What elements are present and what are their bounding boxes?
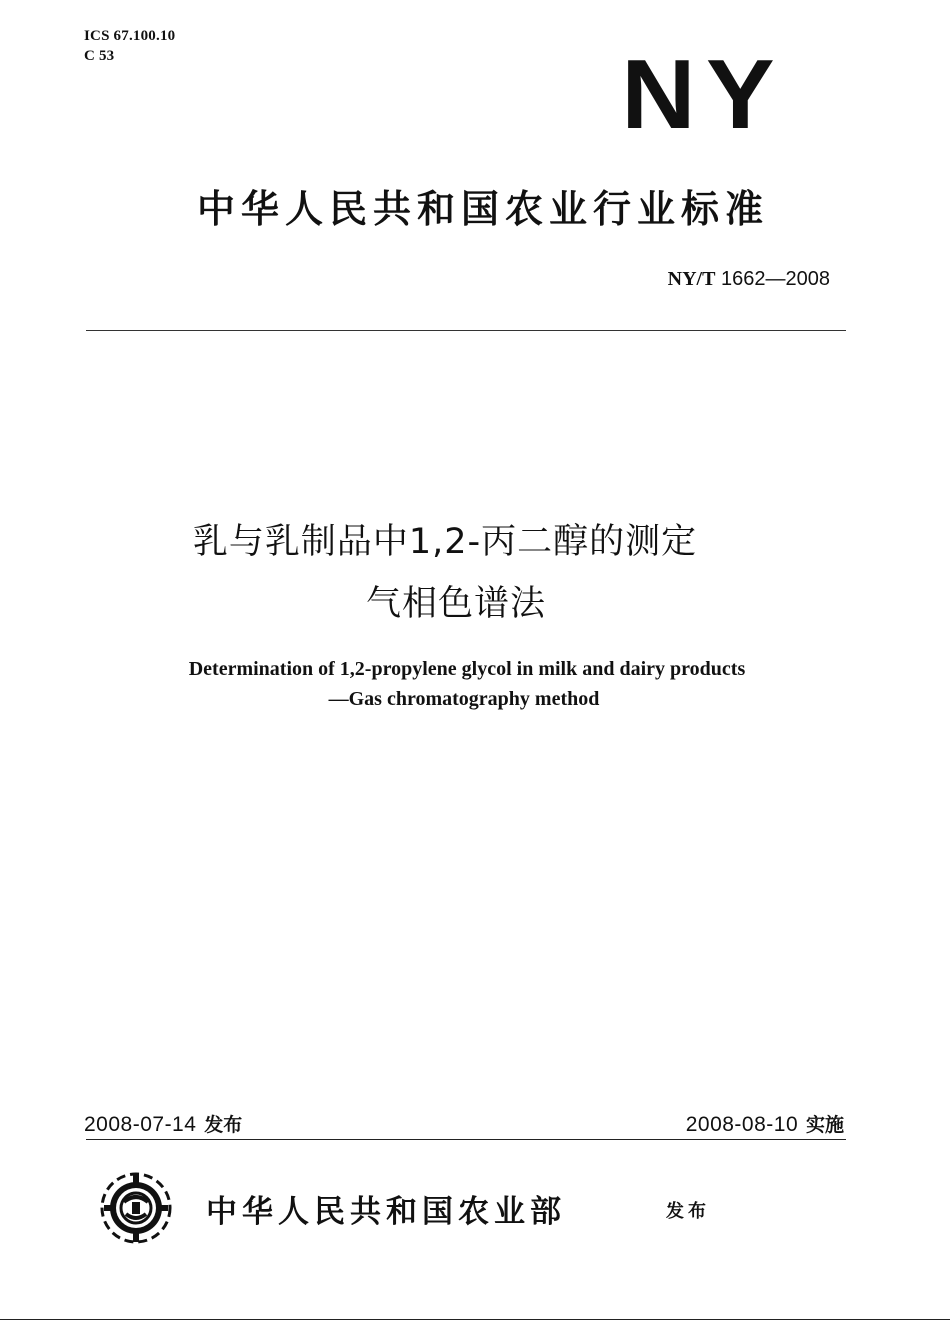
ics-code: ICS 67.100.10 bbox=[84, 28, 176, 44]
date-divider bbox=[86, 1139, 846, 1140]
issue-date bbox=[84, 1110, 242, 1137]
standard-category: 中华人民共和国农业行业标准 bbox=[196, 187, 769, 231]
title-cn-line2: 气相色谱法 bbox=[365, 584, 546, 624]
ny-logo: NY bbox=[621, 39, 785, 149]
standard-number bbox=[668, 268, 830, 291]
standard-number-value: 1662—2008 bbox=[721, 268, 830, 290]
standard-number-prefix: NY/T bbox=[667, 268, 716, 290]
title-cn-line1: 乳与乳制品中1,2-丙二醇的测定 bbox=[192, 522, 698, 562]
ministry-emblem-icon bbox=[100, 1172, 172, 1244]
issue-date-value: 2008-07-14 bbox=[84, 1113, 197, 1136]
implement-date-value: 2008-08-10 bbox=[685, 1113, 799, 1136]
bottom-border bbox=[0, 1319, 950, 1320]
title-en-line2: —Gas chromatography method bbox=[328, 688, 600, 710]
top-divider bbox=[86, 330, 846, 331]
ministry-name: 中华人民共和国农业部 bbox=[206, 1194, 566, 1230]
issue-date-label: 发布 bbox=[204, 1114, 243, 1136]
implement-date-label: 实施 bbox=[805, 1114, 844, 1136]
ministry-issue-label: 发布 bbox=[666, 1201, 710, 1222]
ccs-code: C 53 bbox=[84, 48, 115, 64]
implement-date bbox=[686, 1110, 844, 1137]
title-en-line1: Determination of 1,2-propylene glycol in milk and dairy products bbox=[188, 658, 746, 680]
